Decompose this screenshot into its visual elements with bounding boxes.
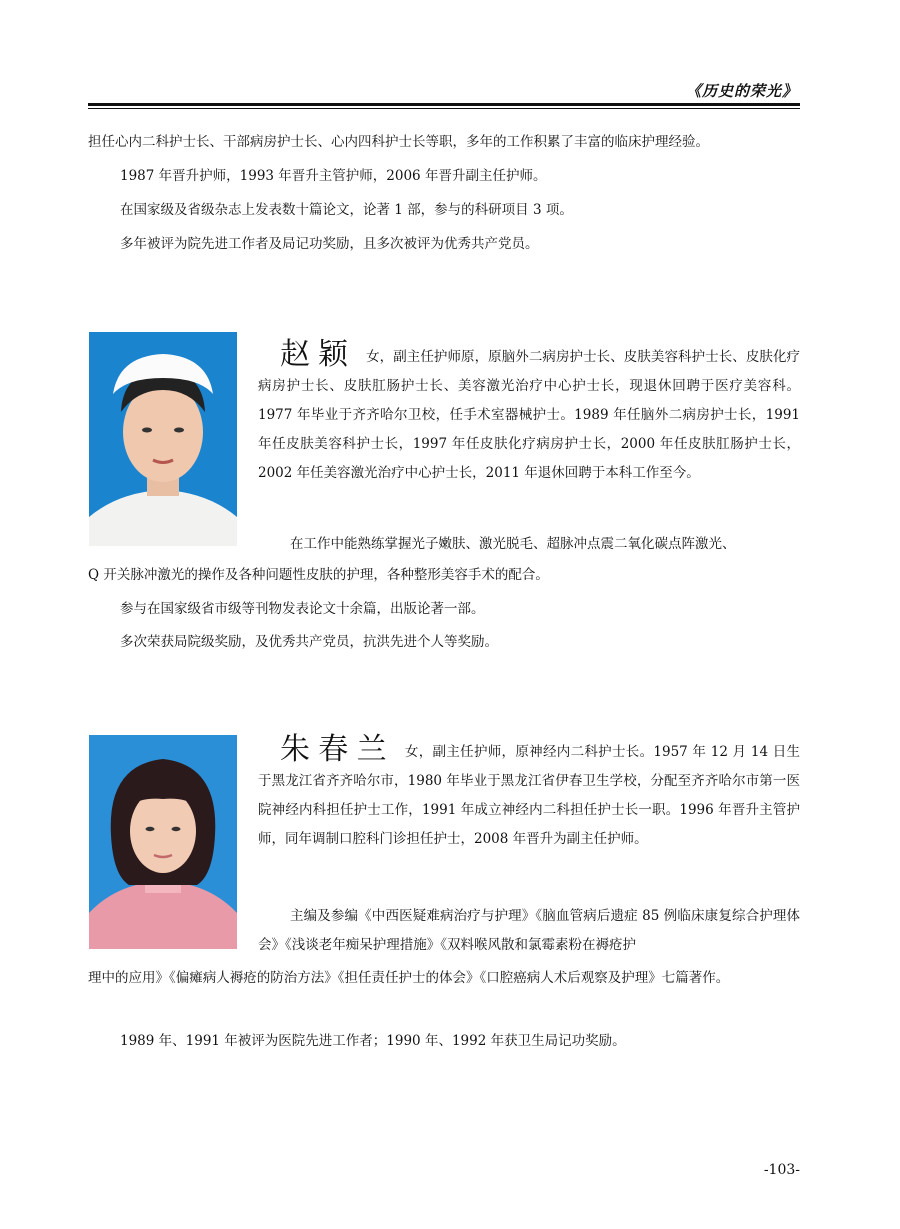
profile-1-para-3: 参与在国家级省市级等刊物发表论文十余篇，出版论著一部。 (120, 601, 485, 617)
profile-1-para-2b: Q 开关脉冲激光的操作及各种问题性皮肤的护理，各种整形美容手术的配合。 (88, 567, 549, 583)
profile-1-bio (258, 337, 801, 488)
profile-2-para-2b: 理中的应用》《偏瘫病人褥疮的防治方法》《担任责任护士的体会》《口腔癌病人术后观察及护理》七篇著作。 (88, 970, 730, 986)
portrait-photo-2 (89, 735, 237, 949)
page-number: -103- (763, 1162, 800, 1178)
header-rule-thick (88, 103, 800, 106)
profile-2-bio (258, 732, 801, 854)
intro-line-4: 多年被评为院先进工作者及局记功奖励，且多次被评为优秀共产党员。 (120, 236, 539, 252)
header-rule-thin (88, 108, 800, 109)
portrait-photo-1 (89, 332, 237, 546)
profile-2-name: 朱春兰 (280, 732, 395, 767)
running-header: 《历史的荣光》 (685, 82, 798, 100)
profile-2-para-3: 1989 年、1991 年被评为医院先进工作者；1990 年、1992 年获卫生局记功奖励。 (120, 1033, 626, 1049)
intro-line-2: 1987 年晋升护师，1993 年晋升主管护师，2006 年晋升副主任护师。 (120, 168, 547, 184)
profile-2-bio-text: 女，副主任护师，原神经内二科护士长。1957 年 12 月 14 日生于黑龙江省齐齐哈尔市，1980 年毕业于黑龙江省伊春卫生学校，分配至齐齐哈尔市第一医院神经内科担任护士工作，1991 年成立神经内二科担任护士长一职。1996 年晋升主管护师，同年调制口腔科门诊担任护士，2008 年晋升为副主任护师。 (258, 744, 801, 847)
profile-2-para-2a: 主编及参编《中西医疑难病治疗与护理》《脑血管病后遗症 85 例临床康复综合护理体会》《浅谈老年痴呆护理措施》《双料喉风散和氯霉素粉在褥疮护 (258, 908, 800, 953)
portrait-1-illustration (89, 332, 237, 546)
profile-1-para-2a: 在工作中能熟练掌握光子嫩肤、激光脱毛、超脉冲点震二氧化碳点阵激光、 (290, 536, 736, 552)
portrait-2-illustration (89, 735, 237, 949)
profile-1-bio-text: 女，副主任护师原，原脑外二病房护士长、皮肤美容科护士长、皮肤化疗病房护士长、皮肤肛肠护士长、美容激光治疗中心护士长，现退休回聘于医疗美容科。1977 年毕业于齐齐哈尔卫校，任手术室器械护士。1989 年任脑外二病房护士长，1991 年任皮肤美容科护士长，1997 年任皮肤化疗病房护士长，2000 年任皮肤肛肠护士长，2002 年任美容激光治疗中心护士长，2011 年退休回聘于本科工作至今。 (258, 349, 801, 481)
profile-1-name: 赵颖 (280, 337, 357, 372)
intro-line-1: 担任心内二科护士长、干部病房护士长、心内四科护士长等职，多年的工作积累了丰富的临床护理经验。 (88, 134, 709, 150)
profile-1-para-4: 多次荣获局院级奖励，及优秀共产党员，抗洪先进个人等奖励。 (120, 634, 498, 650)
intro-line-3: 在国家级及省级杂志上发表数十篇论文，论著 1 部，参与的科研项目 3 项。 (120, 202, 573, 218)
